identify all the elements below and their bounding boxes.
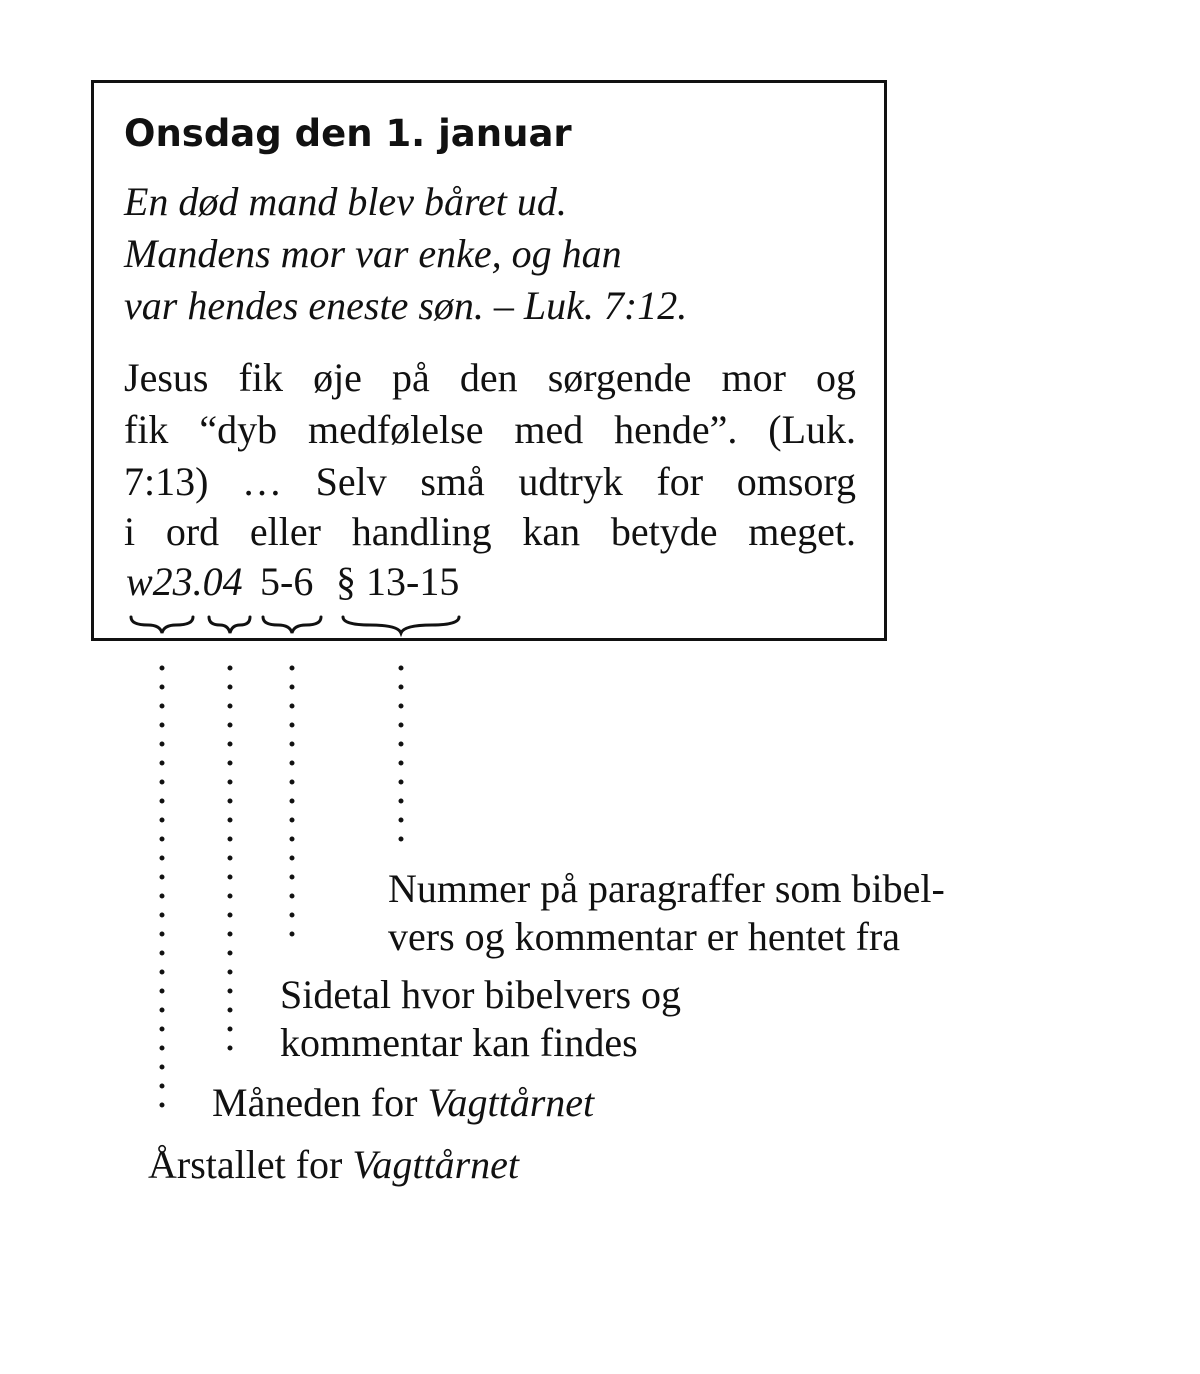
brace-month — [209, 617, 250, 633]
label-year-magazine: Vagttårnet — [352, 1142, 520, 1187]
label-paragraphs-line-1: Nummer på paragraffer som bibel- — [388, 866, 945, 911]
label-year-text: Årstallet for — [148, 1142, 353, 1187]
label-month — [212, 1078, 594, 1128]
label-month-magazine: Vagttårnet — [427, 1080, 595, 1125]
verse-line-2: Mandens mor var enke, og han — [124, 231, 622, 276]
label-month-text: Måneden for — [212, 1080, 428, 1125]
reference-pages: 5-6 — [260, 559, 314, 604]
reference-paragraphs: § 13-15 — [336, 559, 460, 604]
verse-line-1: En død mand blev båret ud. — [124, 179, 567, 224]
label-pages-line-2: kommentar kan findes — [280, 1020, 638, 1065]
comment-line-1: Jesus fik øje på den sørgende mor og — [124, 355, 856, 400]
verse-line-3: var hendes eneste søn. – Luk. 7:12. — [124, 283, 688, 328]
brace-paragraphs — [343, 617, 459, 633]
label-paragraphs-line-2: vers og kommentar er hentet fra — [388, 914, 901, 959]
comment-line-2: fik “dyb medfølelse med hende”. (Luk. — [124, 407, 856, 452]
reference-publication: w23.04 — [126, 559, 243, 604]
label-pages-line-1: Sidetal hvor bibelvers og — [280, 972, 682, 1017]
brace-pages — [263, 617, 321, 633]
brace-year — [131, 617, 193, 633]
comment-line-4: i ord eller handling kan betyde meget. — [124, 509, 856, 554]
label-year — [148, 1140, 519, 1190]
date-heading: Onsdag den 1. januar — [124, 112, 572, 155]
comment-line-3: 7:13) … Selv små udtryk for omsorg — [124, 459, 856, 504]
